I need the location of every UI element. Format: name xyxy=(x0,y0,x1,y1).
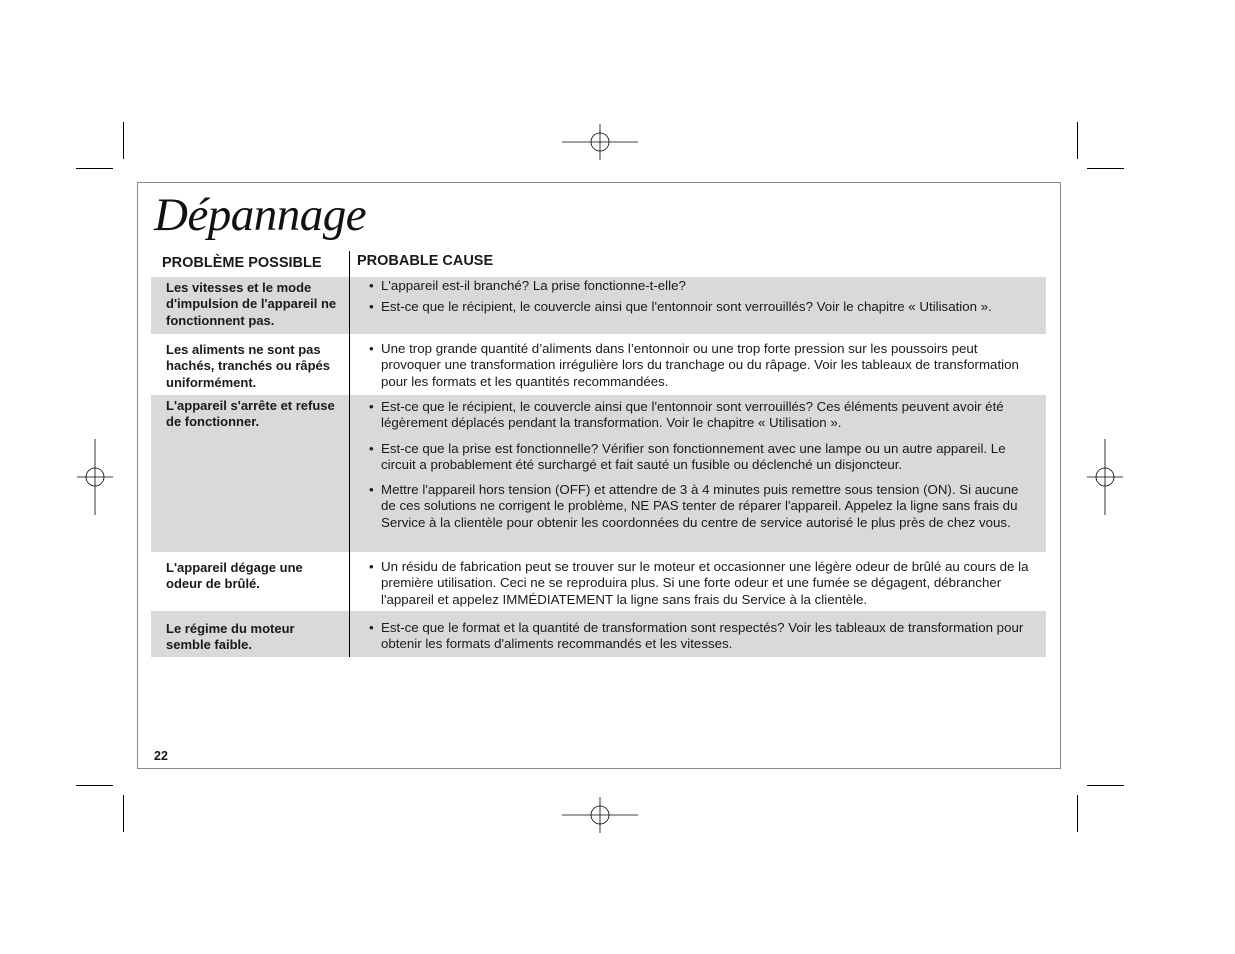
cause-cell xyxy=(349,277,1046,334)
registration-mark-icon xyxy=(562,104,638,180)
table-row xyxy=(151,277,1046,334)
crop-mark xyxy=(1087,785,1124,786)
cause-cell xyxy=(349,395,1046,552)
cause-item: • Est-ce que le récipient, le couvercle ainsi que l'entonnoir sont verrouillés? Ces éléments peuvent avoir été légèrement déplacés pendant la transformation. Voir le chapitre « Utilisation ». xyxy=(369,399,1032,432)
cause-item: • Mettre l'appareil hors tension (OFF) et attendre de 3 à 4 minutes puis remettre sous tension (ON). Si aucune de ces solutions ne corrigent le problème, NE PAS tenter de réparer l'appareil. Appelez la ligne sans frais du Service à la clientèle pour obtenir les coordonnées du centre de service autorisé le plus près de chez vous. xyxy=(369,482,1032,531)
header-cause: PROBABLE CAUSE xyxy=(357,253,494,269)
column-divider xyxy=(349,251,350,657)
table-row xyxy=(151,611,1046,657)
cause-item: • Une trop grande quantité d’aliments dans l’entonnoir ou une trop forte pression sur les poussoirs peut provoquer une transformation irrégulière lors du tranchage ou du râpage. Voir les tableaux de transformation pour les formats et les quantités recommandées. xyxy=(369,341,1032,390)
problem-cell: Le régime du moteur semble faible. xyxy=(166,621,295,653)
problem-cell: Les vitesses et le mode d'impulsion de l'appareil ne fonctionnent pas. xyxy=(166,280,337,328)
crop-mark xyxy=(123,122,124,159)
page-number: 22 xyxy=(154,749,168,763)
cause-cell xyxy=(349,618,1046,657)
table-row xyxy=(151,334,1046,395)
problem-cell: L'appareil s'arrête et refuse de fonctionner. xyxy=(166,398,335,430)
problem-cell: Les aliments ne sont pas hachés, tranchés ou râpés uniformément. xyxy=(166,342,331,390)
cause-item: • Un résidu de fabrication peut se trouver sur le moteur et occasionner une légère odeur de brûlé au cours de la première utilisation. Ceci ne se reproduira plus. Si une forte odeur et une fumée se dégagent, débrancher l'appareil et appelez IMMÉDIATEMENT la ligne sans frais du Service à la clientèle. xyxy=(369,559,1032,608)
page-title: Dépannage xyxy=(154,189,367,241)
problem-cell: L'appareil dégage une odeur de brûlé. xyxy=(166,560,303,592)
crop-mark xyxy=(76,785,113,786)
cause-item: • Est-ce que la prise est fonctionnelle? Vérifier son fonctionnement avec une lampe ou un autre appareil. Le circuit a probablement été surchargé et fait sauté un fusible ou déclenché un disjoncteur. xyxy=(369,441,1032,474)
crop-mark xyxy=(76,168,113,169)
table-header xyxy=(151,251,1046,276)
registration-mark-icon xyxy=(57,439,133,515)
troubleshooting-table xyxy=(151,251,1046,657)
crop-mark xyxy=(123,795,124,832)
crop-mark xyxy=(1077,122,1078,159)
cause-cell xyxy=(349,557,1046,611)
cause-cell xyxy=(349,339,1046,395)
table-row xyxy=(151,395,1046,552)
cause-item: • L'appareil est-il branché? La prise fonctionne-t-elle? xyxy=(369,278,1032,294)
header-problem: PROBLÈME POSSIBLE xyxy=(162,255,322,271)
registration-mark-icon xyxy=(562,777,638,853)
table-row xyxy=(151,552,1046,611)
cause-item: • Est-ce que le format et la quantité de transformation sont respectés? Voir les tableaux de transformation pour obtenir les formats d'aliments recommandés et les vitesses. xyxy=(369,620,1032,653)
crop-mark xyxy=(1077,795,1078,832)
registration-mark-icon xyxy=(1067,439,1143,515)
crop-mark xyxy=(1087,168,1124,169)
cause-item: • Est-ce que le récipient, le couvercle ainsi que l'entonnoir sont verrouillés? Voir le chapitre « Utilisation ». xyxy=(369,299,1032,315)
